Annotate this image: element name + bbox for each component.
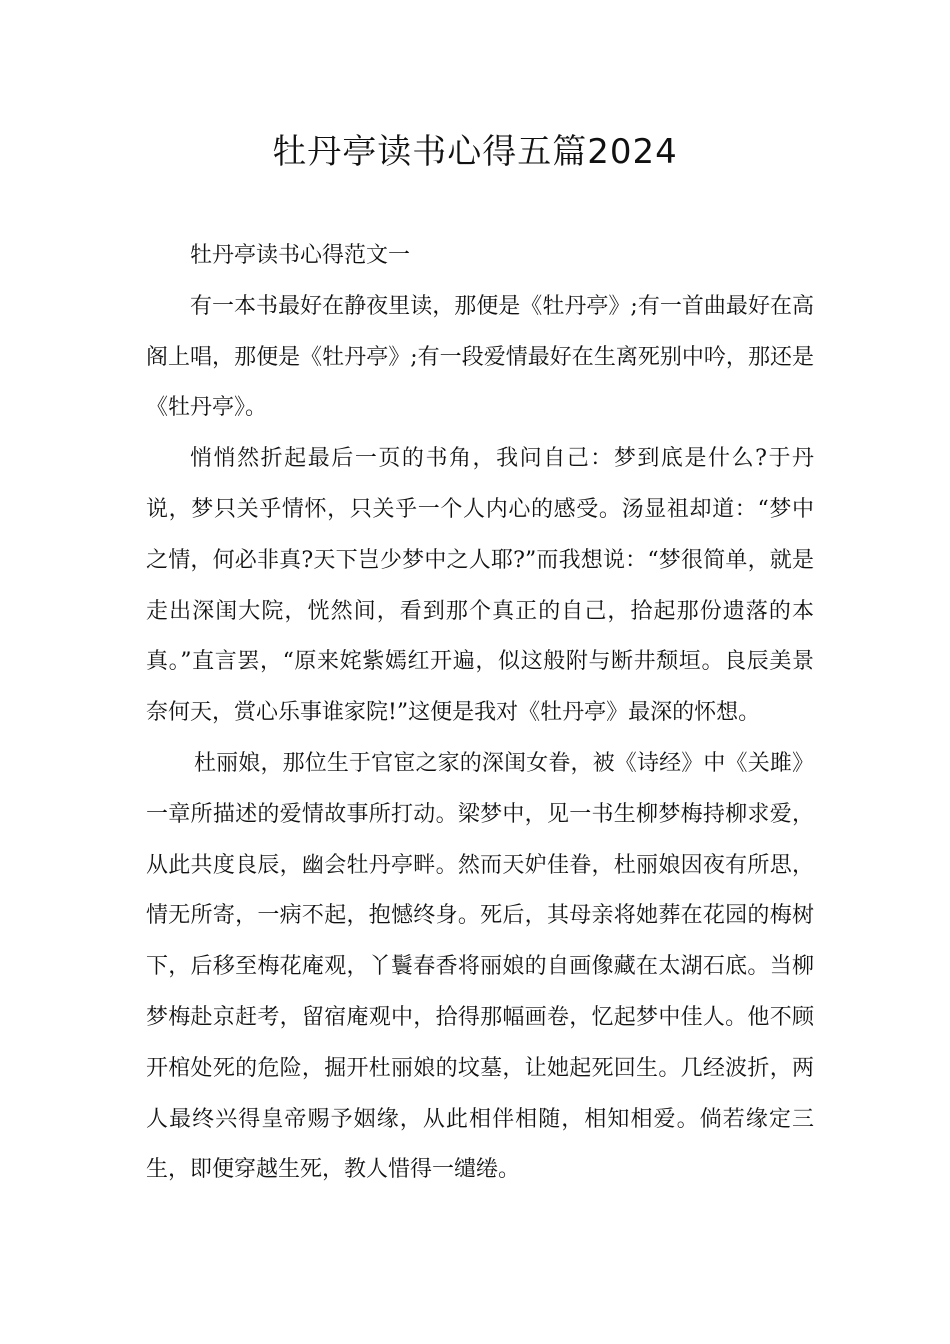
paragraph-2: 悄悄然折起最后一页的书角，我问自己：梦到底是什么?于丹说，梦只关乎情怀，只关乎一个人内心的感受。汤显祖却道：“梦中之情，何必非真?天下岂少梦中之人耶?”而我想说：“梦很简单，就是走出深闺大院，恍然间，看到那个真正的自己，拾起那份遗落的本真。”直言罢，“原来姹紫嫣红开遍，似这般附与断井颓垣。良辰美景奈何天，赏心乐事谁家院!”这便是我对《牡丹亭》最深的怀想。	[146, 446, 814, 726]
document-title: 牡丹亭读书心得五篇2024	[272, 132, 678, 172]
document-body	[146, 231, 814, 1196]
paragraph-1: 有一本书最好在静夜里读，那便是《牡丹亭》;有一首曲最好在高阁上唱，那便是《牡丹亭》;有一段爱情最好在生离死别中吟，那还是《牡丹亭》。	[146, 293, 814, 421]
paragraph-3: 杜丽娘，那位生于官宦之家的深闺女眷，被《诗经》中《关雎》一章所描述的爱情故事所打动。梁梦中，见一书生柳梦梅持柳求爱，从此共度良辰，幽会牡丹亭畔。然而天妒佳眷，杜丽娘因夜有所思，情无所寄，一病不起，抱憾终身。死后，其母亲将她葬在花园的梅树下，后移至梅花庵观，丫鬟春香将丽娘的自画像藏在太湖石底。当柳梦梅赴京赶考，留宿庵观中，拾得那幅画卷，忆起梦中佳人。他不顾开棺处死的危险，掘开杜丽娘的坟墓，让她起死回生。几经波折，两人最终兴得皇帝赐予姻缘，从此相伴相随，相知相爱。倘若缘定三生，即便穿越生死，教人惜得一缱绻。	[146, 750, 814, 1183]
section-heading: 牡丹亭读书心得范文一	[190, 243, 411, 268]
